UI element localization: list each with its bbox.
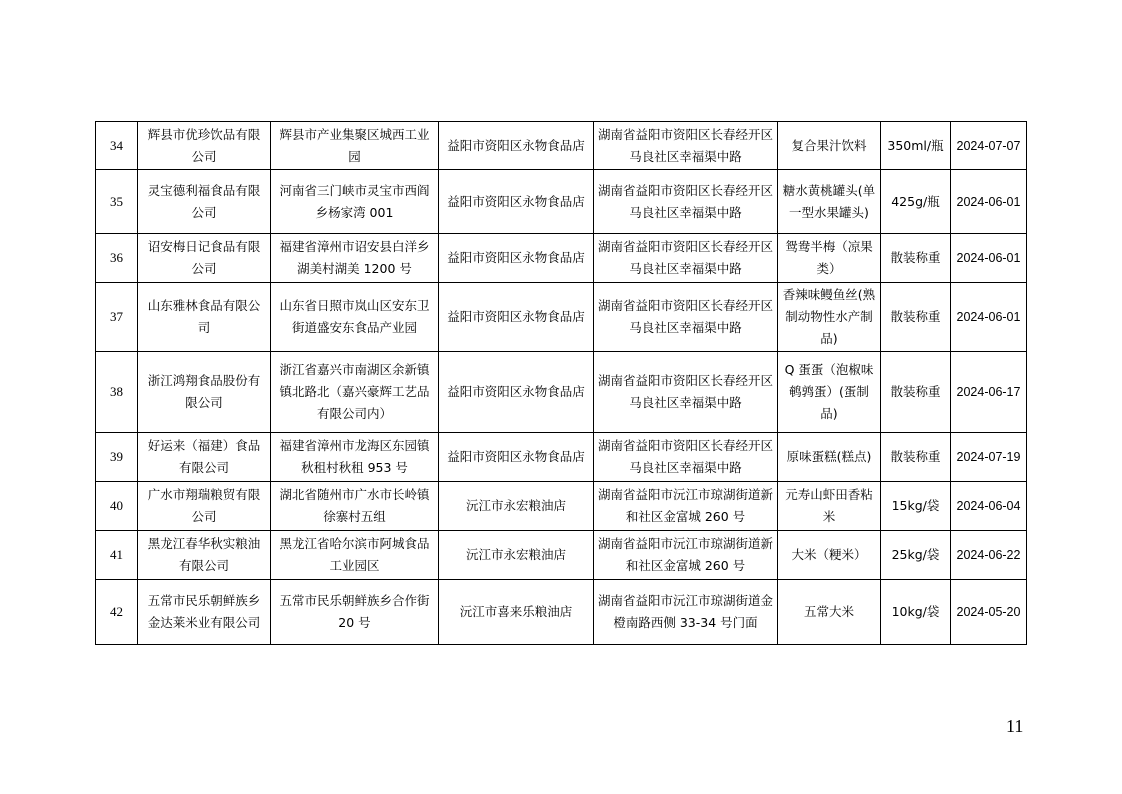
cell-seller-address: 湖南省益阳市资阳区长春经开区马良社区幸福渠中路 [594, 352, 778, 433]
cell-date: 2024-06-01 [951, 170, 1027, 234]
cell-producer: 诏安梅日记食品有限公司 [138, 234, 271, 283]
table-body [96, 122, 1027, 645]
cell-producer-address: 河南省三门峡市灵宝市西阎乡杨家湾 001 [271, 170, 439, 234]
cell-producer: 山东雅林食品有限公司 [138, 283, 271, 352]
cell-seller-address: 湖南省益阳市沅江市琼湖街道新和社区金富城 260 号 [594, 482, 778, 531]
cell-producer: 五常市民乐朝鲜族乡金达莱米业有限公司 [138, 580, 271, 645]
cell-spec: 散装称重 [881, 234, 951, 283]
cell-seller: 益阳市资阳区永物食品店 [439, 283, 594, 352]
cell-seller: 沅江市永宏粮油店 [439, 531, 594, 580]
cell-number: 39 [96, 433, 138, 482]
table-row [96, 122, 1027, 170]
cell-producer-address: 山东省日照市岚山区安东卫街道盛安东食品产业园 [271, 283, 439, 352]
cell-producer: 浙江鸿翔食品股份有限公司 [138, 352, 271, 433]
cell-spec: 散装称重 [881, 283, 951, 352]
cell-spec: 425g/瓶 [881, 170, 951, 234]
cell-date: 2024-07-07 [951, 122, 1027, 170]
cell-seller: 益阳市资阳区永物食品店 [439, 433, 594, 482]
cell-seller: 沅江市永宏粮油店 [439, 482, 594, 531]
cell-number: 38 [96, 352, 138, 433]
cell-producer: 好运来（福建）食品有限公司 [138, 433, 271, 482]
cell-producer: 灵宝德利福食品有限公司 [138, 170, 271, 234]
cell-producer: 辉县市优珍饮品有限公司 [138, 122, 271, 170]
page-number: 11 [1006, 716, 1024, 736]
cell-product: 复合果汁饮料 [778, 122, 881, 170]
cell-seller-address: 湖南省益阳市资阳区长春经开区马良社区幸福渠中路 [594, 234, 778, 283]
cell-producer: 广水市翔瑞粮贸有限公司 [138, 482, 271, 531]
cell-producer-address: 黑龙江省哈尔滨市阿城食品工业园区 [271, 531, 439, 580]
cell-number: 41 [96, 531, 138, 580]
cell-producer-address: 福建省漳州市诏安县白洋乡湖美村湖美 1200 号 [271, 234, 439, 283]
cell-number: 35 [96, 170, 138, 234]
cell-producer-address: 五常市民乐朝鲜族乡合作街 20 号 [271, 580, 439, 645]
cell-date: 2024-06-01 [951, 283, 1027, 352]
cell-date: 2024-07-19 [951, 433, 1027, 482]
cell-seller-address: 湖南省益阳市资阳区长春经开区马良社区幸福渠中路 [594, 170, 778, 234]
cell-number: 36 [96, 234, 138, 283]
cell-product: 元寿山虾田香粘米 [778, 482, 881, 531]
cell-number: 42 [96, 580, 138, 645]
cell-date: 2024-06-01 [951, 234, 1027, 283]
cell-seller-address: 湖南省益阳市资阳区长春经开区马良社区幸福渠中路 [594, 283, 778, 352]
table-row [96, 234, 1027, 283]
cell-product: 鸳鸯半梅（凉果类） [778, 234, 881, 283]
cell-seller-address: 湖南省益阳市沅江市琼湖街道新和社区金富城 260 号 [594, 531, 778, 580]
cell-date: 2024-06-04 [951, 482, 1027, 531]
cell-date: 2024-05-20 [951, 580, 1027, 645]
cell-product: Q 蛋蛋（泡椒味鹌鹑蛋）(蛋制品) [778, 352, 881, 433]
cell-product: 原味蛋糕(糕点) [778, 433, 881, 482]
cell-producer-address: 浙江省嘉兴市南湖区余新镇镇北路北（嘉兴豪辉工艺品有限公司内） [271, 352, 439, 433]
cell-spec: 散装称重 [881, 433, 951, 482]
cell-producer-address: 湖北省随州市广水市长岭镇徐寨村五组 [271, 482, 439, 531]
cell-spec: 15kg/袋 [881, 482, 951, 531]
sampling-table [95, 121, 1027, 645]
cell-seller: 益阳市资阳区永物食品店 [439, 352, 594, 433]
cell-product: 大米（粳米） [778, 531, 881, 580]
cell-date: 2024-06-17 [951, 352, 1027, 433]
cell-product: 五常大米 [778, 580, 881, 645]
table-row [96, 580, 1027, 645]
cell-producer: 黑龙江春华秋实粮油有限公司 [138, 531, 271, 580]
cell-spec: 散装称重 [881, 352, 951, 433]
table-row [96, 170, 1027, 234]
table-row [96, 531, 1027, 580]
table-row [96, 482, 1027, 531]
cell-date: 2024-06-22 [951, 531, 1027, 580]
cell-product: 香辣味鳗鱼丝(熟制动物性水产制品) [778, 283, 881, 352]
cell-product: 糖水黄桃罐头(单一型水果罐头) [778, 170, 881, 234]
cell-seller-address: 湖南省益阳市资阳区长春经开区马良社区幸福渠中路 [594, 433, 778, 482]
cell-spec: 10kg/袋 [881, 580, 951, 645]
table-row [96, 352, 1027, 433]
cell-seller-address: 湖南省益阳市资阳区长春经开区马良社区幸福渠中路 [594, 122, 778, 170]
cell-spec: 25kg/袋 [881, 531, 951, 580]
cell-seller: 益阳市资阳区永物食品店 [439, 170, 594, 234]
cell-seller: 益阳市资阳区永物食品店 [439, 234, 594, 283]
cell-number: 34 [96, 122, 138, 170]
cell-number: 40 [96, 482, 138, 531]
table-row [96, 433, 1027, 482]
cell-producer-address: 福建省漳州市龙海区东园镇秋租村秋租 953 号 [271, 433, 439, 482]
cell-number: 37 [96, 283, 138, 352]
cell-seller-address: 湖南省益阳市沅江市琼湖街道金橙南路西侧 33-34 号门面 [594, 580, 778, 645]
cell-producer-address: 辉县市产业集聚区城西工业园 [271, 122, 439, 170]
cell-seller: 益阳市资阳区永物食品店 [439, 122, 594, 170]
cell-seller: 沅江市喜来乐粮油店 [439, 580, 594, 645]
table-row [96, 283, 1027, 352]
cell-spec: 350ml/瓶 [881, 122, 951, 170]
